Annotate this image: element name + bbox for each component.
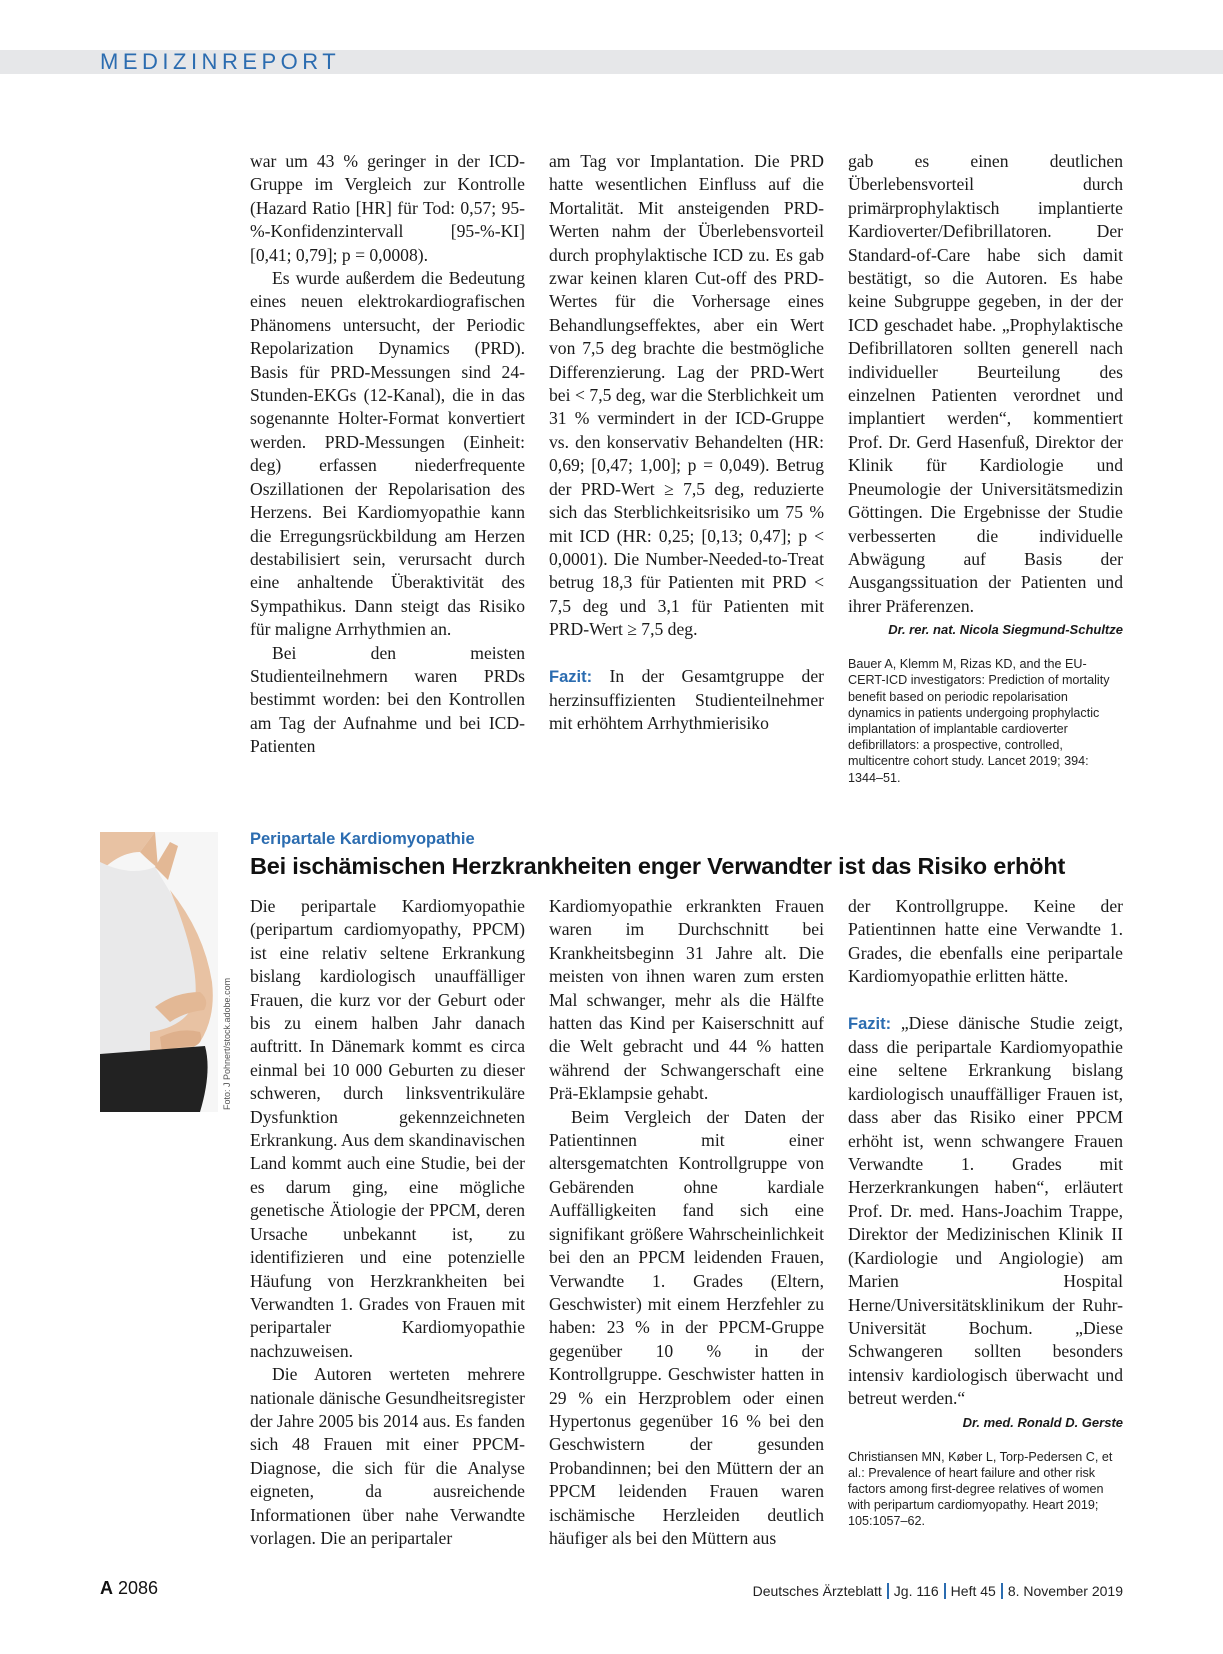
top-column-1 [250,150,525,759]
separator [1001,1583,1003,1599]
paragraph: war um 43 % geringer in der ICD-Gruppe im Vergleich zur Kontrolle (Hazard Ratio [HR] für Tod: 0,57; 95-%-Konfidenzintervall [95-%-KI] [0,41; 0,79]; p = 0,0008). [250,151,525,265]
paragraph: am Tag vor Implantation. Die PRD hatte wesentlichen Einfluss auf die Mortalität. Mit ansteigenden PRD-Werten nahm der Überlebensvorteil durch prophylaktische ICD zu. Es gab zwar keinen klaren Cut-off des PRD-Wertes für die Vorhersage eines Behandlungseffektes, aber ein Wert von 7,5 deg brachte die bestmögliche Differenzierung. Lag der PRD-Wert bei < 7,5 deg, war die Sterblichkeit um 31 % vermindert in der ICD-Gruppe vs. den konservativ Behandelten (HR: 0,69; [0,47; 1,00]; p = 0,049). Betrug der PRD-Wert ≥ 7,5 deg, reduzierte sich das Sterblichkeitsrisiko um 75 % mit ICD (HR: 0,25; [0,13; 0,47]; p < 0,0001). Die Number-Needed-to-Treat betrug 18,3 für Patienten mit PRD < 7,5 deg und 3,1 für Patienten mit PRD-Wert ≥ 7,5 deg. [549,151,824,640]
article-column-2 [549,895,824,1550]
journal-volume: Jg. 116 [893,1583,939,1599]
fazit-label: Fazit: [549,667,593,686]
page-prefix: A [100,1578,113,1598]
fazit-text: In der Gesamtgruppe der herzinsuffizienten Studienteilnehmer mit erhöhtem Arrhythmierisiko [549,665,824,734]
fazit-paragraph [549,665,824,736]
paragraph: Bei den meisten Studienteilnehmern waren PRDs bestimmt worden: bei den Kontrollen am Tag der Aufnahme und bei ICD-Patienten [250,642,525,757]
paragraph: Beim Vergleich der Daten der Patientinnen mit einer altersgematchten Kontrollgruppe von Gebärenden ohne kardiale Auffälligkeiten fand sich eine signifikant größere Wahrscheinlichkeit bei den an PPCM leidenden Frauen, Verwandte 1. Grades (Eltern, Geschwister) mit einem Herzfehler zu haben: 23 % in der PPCM-Gruppe gegenüber 10 % in der Kontrollgruppe. Geschwister hatten in 29 % ein Herzproblem oder einen Hypertonus gegenüber 16 % bei den Geschwistern der gesunden Probandinnen; bei den Müttern der an PPCM leidenden Frauen waren ischämische Herzleiden deutlich häufiger als bei den Müttern aus [549,1106,824,1548]
journal-name: Deutsches Ärzteblatt [752,1583,882,1599]
journal-date: 8. November 2019 [1007,1583,1123,1599]
author-byline: Dr. rer. nat. Nicola Siegmund-Schultze [888,622,1123,638]
paragraph: Kardiomyopathie erkrankten Frauen waren im Durchschnitt bei Krankheitsbeginn 31 Jahre alt. Die meisten von ihnen waren zum ersten Mal schwanger, mehr als die Hälfte hatten das Kind per Kaiserschnitt auf die Welt gebracht und 44 % hatten während der Schwangerschaft eine Prä-Eklampsie gehabt. [549,896,824,1104]
section-label: MEDIZINREPORT [100,49,341,74]
paragraph: der Kontrollgruppe. Keine der Patientinnen hatte eine Verwandte 1. Grades, die ebenfalls eine peripartale Kardiomyopathie erlitten hätte. [848,896,1123,987]
paragraph: Die Autoren werteten mehrere nationale dänische Gesundheitsregister der Jahre 2005 bis 2014 aus. Es fanden sich 48 Frauen mit einer PPCM-Diagnose, die sich für die Analyse eigneten, da ausreichende Informationen über nahe Verwandte vorlagen. Die an peripartaler [250,1364,525,1548]
journal-issue: Heft 45 [950,1583,996,1599]
paragraph: Es wurde außerdem die Bedeutung eines neuen elektrokardiografischen Phänomens untersucht, der Periodic Repolarization Dynamics (PRD). Basis für PRD-Messungen sind 24-Stunden-EKGs (12-Kanal), die in das sogenannte Holter-Format konvertiert werden. PRD-Messungen (Einheit: deg) erfassen niederfrequente Oszillationen der Repolarisation des Herzens. Bei Kardiomyopathie kann die Erregungsrückbildung am Herzen destabilisiert sein, verursacht durch eine anhaltende Überaktivität des Sympathikus. Dann steigt das Risiko für maligne Arrhythmien an. [250,268,525,640]
paragraph: Die peripartale Kardiomyopathie (peripartum cardiomyopathy, PPCM) ist eine relativ seltene Erkrankung bislang kardiologisch unauffälliger Frauen, die kurz vor der Geburt oder bis zu einem halben Jahr danach auftritt. In Dänemark kommt es circa einmal bei 10 000 Geburten zu dieser schweren, durch linksventrikuläre Dysfunktion gekennzeichneten Erkrankung. Aus dem skandinavischen Land kommt auch eine Studie, bei der es darum ging, eine mögliche genetische Ätiologie der PPCM, deren Ursache unbekannt ist, zu identifizieren und eine potenzielle Häufung von Herzkrankheiten bei Verwandten 1. Grades von Frauen mit peripartaler Kardiomyopathie nachzuweisen. [250,896,525,1361]
top-column-3 [848,150,1123,786]
photo-credit: Foto: J Pohnert/stock.adobe.com [222,977,232,1110]
photo-illustration [100,832,218,1112]
reference: Christiansen MN, Køber L, Torp-Pedersen C, et al.: Prevalence of heart failure and other risk factors among first-degree relatives of women with peripartum cardiomyopathy. Heart 2019; 105:1057–62. [848,1449,1113,1529]
journal-info [753,1583,1123,1599]
separator [887,1583,889,1599]
article-column-3 [848,895,1123,1530]
pregnant-woman-photo [100,832,218,1112]
fazit-text: „Diese dänische Studie zeigt, dass die peripartale Kardiomyopathie eine seltene Erkrankung bislang kardiologisch unauffälliger Frauen ist, dass aber das Risiko einer PPCM erhöht ist, wenn schwangere Frauen Verwandte 1. Grades mit Herzerkrankungen haben“, erläutert Prof. Dr. med. Hans-Joachim Trappe, Direktor der Medizinischen Klinik II (Kardiologie und Angiologie) am Marien Hospital Herne/Universitätsklinikum der Ruhr-Universität Bochum. „Diese Schwangeren sollten besonders intensiv kardiologisch überwacht und betreut werden.“ [848,1012,1123,1409]
article-headline: Bei ischämischen Herzkrankheiten enger Verwandter ist das Risiko erhöht [250,853,1066,879]
page-number [100,1578,158,1599]
author-byline: Dr. med. Ronald D. Gerste [962,1414,1123,1430]
top-column-2 [549,150,824,736]
fazit-label: Fazit: [848,1014,892,1033]
page-number-value: 2086 [118,1578,159,1598]
separator [944,1583,946,1599]
article-column-1 [250,895,525,1550]
article-kicker: Peripartale Kardiomyopathie [250,830,475,848]
reference: Bauer A, Klemm M, Rizas KD, and the EU-CERT-ICD investigators: Prediction of mortality benefit based on periodic repolarisation dynamics in patients undergoing prophylactic implantation of implantable cardioverter defibrillators: a prospective, controlled, multicentre cohort study. Lancet 2019; 394: 1344–51. [848,657,1110,785]
fazit-paragraph [848,1012,1123,1411]
paragraph: gab es einen deutlichen Überlebensvorteil durch primärprophylaktisch implantierte Kardioverter/Defibrillatoren. Der Standard-of-Care habe sich damit bestätigt, so die Autoren. Es habe keine Subgruppe gegeben, in der der ICD geschadet habe. „Prophylaktische Defibrillatoren sollten generell nach individueller Beurteilung des einzelnen Patienten verordnet und implantiert werden“, kommentiert Prof. Dr. Gerd Hasenfuß, Direktor der Klinik für Kardiologie und Pneumologie der Universitätsmedizin Göttingen. Die Ergebnisse der Studie verbesserten die individuelle Abwägung auf Basis der Ausgangssituation der Patienten und ihrer Präferenzen. [848,151,1123,616]
